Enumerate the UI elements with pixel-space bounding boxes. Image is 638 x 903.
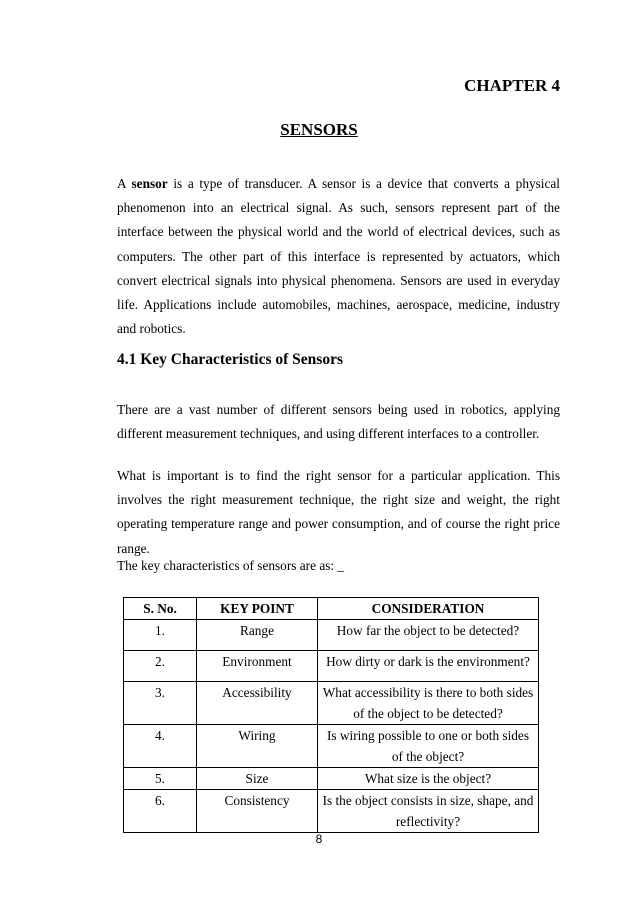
cell-key-point: Wiring [197, 725, 318, 768]
cell-consideration: What accessibility is there to both sides of the object to be detected? [318, 682, 539, 725]
cell-key-point: Range [197, 620, 318, 651]
table-header-row [124, 598, 539, 620]
header-serial-number: S. No. [124, 598, 197, 620]
cell-serial-number: 5. [124, 768, 197, 790]
intro-paragraph [117, 172, 560, 341]
cell-consideration: What size is the object? [318, 768, 539, 790]
cell-consideration: Is wiring possible to one or both sides of the object? [318, 725, 539, 768]
table-row [124, 725, 539, 768]
table-row [124, 682, 539, 725]
cell-serial-number: 2. [124, 651, 197, 682]
section-paragraph-3: The key characteristics of sensors are as: _ [117, 558, 345, 573]
header-key-point: KEY POINT [197, 598, 318, 620]
cell-key-point: Environment [197, 651, 318, 682]
intro-text-start: A [117, 176, 132, 191]
page-title: SENSORS [280, 120, 358, 139]
cell-serial-number: 4. [124, 725, 197, 768]
section-paragraph-1: There are a vast number of different sensors being used in robotics, applying different measurement techniques, and using different interfaces to a controller. [117, 402, 560, 442]
characteristics-table [123, 597, 539, 833]
cell-serial-number: 3. [124, 682, 197, 725]
cell-serial-number: 1. [124, 620, 197, 651]
table-row [124, 651, 539, 682]
table-row [124, 768, 539, 790]
table-row [124, 620, 539, 651]
intro-text-rest: is a type of transducer. A sensor is a device that converts a physical phenomenon into an electrical signal. As such, sensors represent part of the interface between the physical world and the world of electrical devices, such as computers. The other part of this interface is represented by actuators, which convert electrical signals into physical phenomena. Sensors are used in everyday life. Applications include automobiles, machines, aerospace, medicine, industry and robotics. [117, 176, 560, 337]
section-paragraph-2: What is important is to find the right sensor for a particular application. This involves the right measurement technique, the right size and weight, the right operating temperature range and power consumption, and of course the right price range. [117, 468, 560, 556]
chapter-label: CHAPTER 4 [464, 76, 560, 95]
cell-key-point: Consistency [197, 790, 318, 833]
page-number: 8 [315, 832, 323, 846]
cell-serial-number: 6. [124, 790, 197, 833]
cell-key-point: Accessibility [197, 682, 318, 725]
table-row [124, 790, 539, 833]
section-heading: 4.1 Key Characteristics of Sensors [117, 351, 343, 368]
intro-term: sensor [131, 176, 168, 191]
header-consideration: CONSIDERATION [318, 598, 539, 620]
cell-key-point: Size [197, 768, 318, 790]
cell-consideration: How dirty or dark is the environment? [318, 651, 539, 682]
cell-consideration: How far the object to be detected? [318, 620, 539, 651]
cell-consideration: Is the object consists in size, shape, and reflectivity? [318, 790, 539, 833]
